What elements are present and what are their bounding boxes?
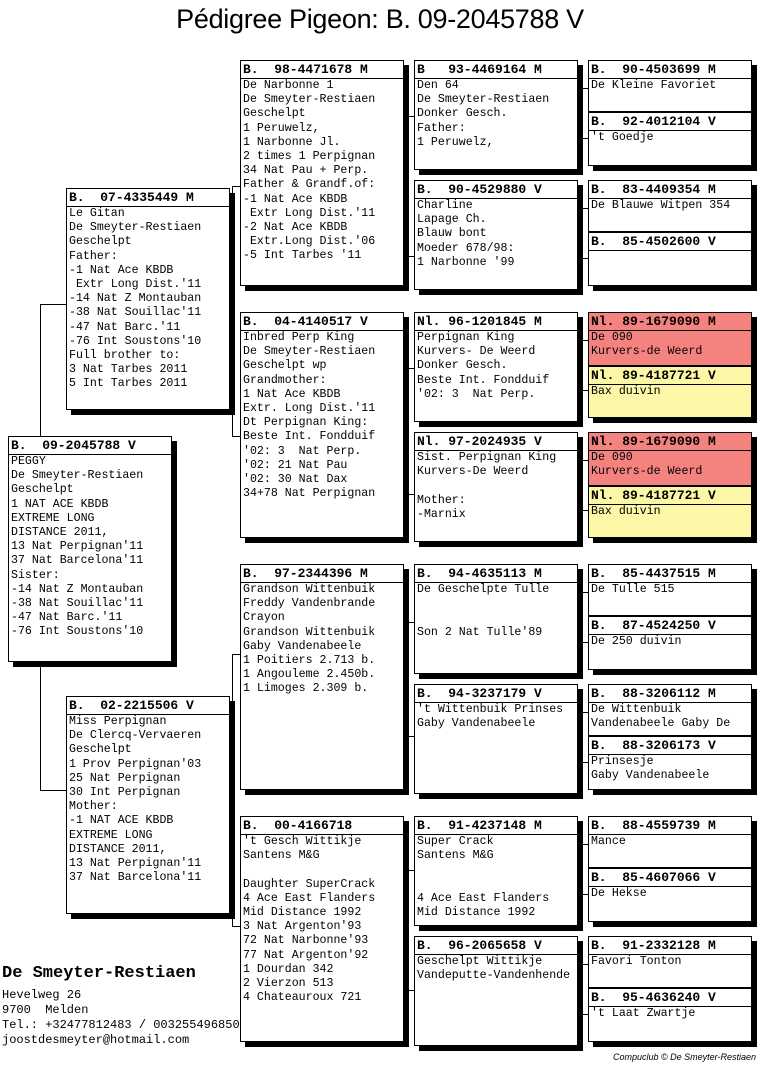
grandmother-maternal-card	[240, 816, 404, 1042]
ancestor-card-highlighted	[588, 312, 752, 366]
connector-line	[407, 870, 408, 990]
ring-number: B. 88-3206173 V	[589, 737, 751, 755]
ring-number: B. 97-2344396 M	[241, 565, 403, 583]
pigeon-details: Super Crack Santens M&G 4 Ace East Flanders Mid Distance 1992	[417, 835, 550, 920]
pigeon-details: 't Wittenbuik Prinses Gaby Vandenabeele	[417, 703, 564, 731]
ring-number: Nl. 89-4187721 V	[589, 487, 751, 505]
pigeon-details: De Tulle 515	[591, 583, 675, 596]
pigeon-details: Favori Tonton	[591, 955, 682, 968]
software-credit: Compuclub © De Smeyter-Restiaen	[612, 1052, 756, 1062]
grandmother-paternal-card	[240, 312, 404, 538]
ring-number: B. 90-4529880 V	[415, 181, 577, 199]
ring-number: B. 04-4140517 V	[241, 313, 403, 331]
ring-number: B. 00-4166718	[241, 817, 403, 835]
breeder-street: Hevelweg 26	[2, 988, 82, 1002]
ring-number: B. 91-4237148 M	[415, 817, 577, 835]
ring-number: B. 91-2332128 M	[589, 937, 751, 955]
ring-number: B. 90-4503699 M	[589, 61, 751, 79]
pigeon-details: Sist. Perpignan King Kurvers-De Weerd Mother: -Marnix	[417, 451, 557, 521]
ancestor-card	[414, 684, 578, 794]
breeder-name: De Smeyter-Restiaen	[2, 964, 196, 983]
connector-line	[407, 990, 414, 991]
ring-number: B. 88-4559739 M	[589, 817, 751, 835]
connector-line	[407, 116, 414, 117]
ancestor-card-highlighted	[588, 366, 752, 418]
ancestor-card	[588, 60, 752, 112]
mother-card	[66, 696, 230, 914]
pigeon-details: PEGGY De Smeyter-Restiaen Geschelpt 1 NAT ACE KBDB EXTREME LONG DISTANCE 2011, 13 Nat Perpignan'11 37 Nat Barcelona'11 Sister: -14 Nat Z Montauban -38 Nat Souillac'11 -47 Nat Barc.'11 -76 Int Soustons'10	[11, 455, 144, 639]
pigeon-details: De Blauwe Witpen 354	[591, 199, 731, 212]
ancestor-card	[588, 684, 752, 736]
breeder-city: 9700 Melden	[2, 1003, 89, 1017]
page-title: Pédigree Pigeon: B. 09-2045788 V	[176, 4, 584, 34]
connector-line	[232, 186, 233, 436]
grandfather-paternal-card	[240, 60, 404, 286]
ancestor-card-highlighted	[588, 486, 752, 538]
ancestor-card	[414, 936, 578, 1046]
pigeon-details: De 090 Kurvers-de Weerd	[591, 451, 703, 479]
connector-line	[232, 436, 240, 437]
connector-line	[40, 304, 41, 437]
ancestor-card	[588, 988, 752, 1042]
pigeon-details: Miss Perpignan De Clercq-Vervaeren Geschelpt 1 Prov Perpignan'03 25 Nat Perpignan 30 Int Perpignan Mother: -1 NAT ACE KBDB EXTREME LONG DISTANCE 2011, 13 Nat Perpignan'11 37 Nat Barcelona'11	[69, 715, 202, 885]
ancestor-card-highlighted	[588, 432, 752, 486]
ancestor-card	[414, 60, 578, 170]
connector-line	[407, 622, 408, 736]
ring-number: Nl. 96-1201845 M	[415, 313, 577, 331]
ring-number: B 93-4469164 M	[415, 61, 577, 79]
connector-line	[407, 494, 414, 495]
pigeon-details: De 090 Kurvers-de Weerd	[591, 331, 703, 359]
pigeon-details: Prinsesje Gaby Vandenabeele	[591, 755, 710, 783]
pigeon-details: 't Gesch Wittikje Santens M&G Daughter SuperCrack 4 Ace East Flanders Mid Distance 1992 3 Nat Argenton'93 72 Nat Narbonne'93 77 Nat Argenton'92 1 Dourdan 342 2 Vierzon 513 4 Chateauroux 721	[243, 835, 376, 1005]
connector-line	[40, 304, 66, 305]
pigeon-details: Den 64 De Smeyter-Restiaen Donker Gesch. Father: 1 Peruwelz,	[417, 79, 550, 149]
ancestor-card	[414, 564, 578, 674]
ancestor-card	[588, 816, 752, 868]
connector-line	[582, 340, 583, 390]
ancestor-card	[414, 432, 578, 542]
ring-number: B. 88-3206112 M	[589, 685, 751, 703]
subject-pigeon-card	[8, 436, 172, 662]
connector-line	[582, 460, 583, 510]
pigeon-details: Charline Lapage Ch. Blauw bont Moeder 678/98: 1 Narbonne '99	[417, 199, 515, 269]
pigeon-details: De Wittenbuik Vandenabeele Gaby De	[591, 703, 731, 731]
ring-number: Nl. 89-4187721 V	[589, 367, 751, 385]
ring-number: B. 09-2045788 V	[9, 437, 171, 455]
ring-number: B. 96-2065658 V	[415, 937, 577, 955]
ancestor-card	[414, 180, 578, 290]
connector-line	[582, 964, 583, 1014]
connector-line	[582, 844, 583, 894]
connector-line	[407, 368, 414, 369]
pigeon-details: Le Gitan De Smeyter-Restiaen Geschelpt Father: -1 Nat Ace KBDB Extr Long Dist.'11 -14 Nat Z Montauban -38 Nat Souillac'11 -47 Nat Barc.'11 -76 Int Soustons'10 Full brother to: 3 Nat Tarbes 2011 5 Int Tarbes 2011	[69, 207, 202, 391]
ancestor-card	[588, 936, 752, 988]
connector-line	[407, 116, 408, 256]
ancestor-card	[588, 112, 752, 166]
pigeon-details: 't Laat Zwartje	[591, 1007, 696, 1020]
ancestor-card	[414, 816, 578, 926]
connector-line	[407, 736, 414, 737]
ancestor-card	[588, 180, 752, 232]
connector-line	[582, 592, 583, 642]
ancestor-card	[588, 232, 752, 286]
ancestor-card	[588, 564, 752, 616]
ancestor-card	[588, 616, 752, 670]
breeder-email[interactable]: joostdesmeyter@hotmail.com	[2, 1033, 190, 1047]
pigeon-details: Bax duivin	[591, 505, 661, 518]
ancestor-card	[414, 312, 578, 422]
pigeon-details: 't Goedje	[591, 131, 654, 144]
pigeon-details: Mance	[591, 835, 626, 848]
ring-number: B. 87-4524250 V	[589, 617, 751, 635]
connector-line	[407, 368, 408, 494]
ancestor-card	[588, 868, 752, 922]
connector-line	[40, 662, 41, 790]
connector-line	[232, 654, 240, 655]
connector-line	[407, 622, 414, 623]
ring-number: B. 85-4502600 V	[589, 233, 751, 251]
breeder-phone: Tel.: +32477812483 / 003255496850	[2, 1018, 240, 1032]
pigeon-details: De Hekse	[591, 887, 647, 900]
connector-line	[232, 926, 240, 927]
father-card	[66, 188, 230, 410]
pigeon-details: De Kleine Favoriet	[591, 79, 717, 92]
ring-number: B. 85-4437515 M	[589, 565, 751, 583]
connector-line	[582, 88, 583, 138]
pigeon-details: Geschelpt Wittikje Vandeputte-Vandenhende	[417, 955, 571, 983]
ring-number: Nl. 89-1679090 M	[589, 313, 751, 331]
pigeon-details: De 250 duivin	[591, 635, 682, 648]
pigeon-details: Bax duivin	[591, 385, 661, 398]
connector-line	[40, 790, 66, 791]
ring-number: B. 98-4471678 M	[241, 61, 403, 79]
ring-number: Nl. 97-2024935 V	[415, 433, 577, 451]
pigeon-details: Perpignan King Kurvers- De Weerd Donker Gesch. Beste Int. Fondduif '02: 3 Nat Perp.	[417, 331, 550, 401]
connector-line	[232, 186, 240, 187]
pigeon-details: Inbred Perp King De Smeyter-Restiaen Geschelpt wp Grandmother: 1 Nat Ace KBDB Extr. Long Dist.'11 Dt Perpignan King: Beste Int. Fondduif '02: 3 Nat Perp. '02: 21 Nat Pau '02: 30 Nat Dax 34+78 Nat Perpignan	[243, 331, 376, 501]
connector-line	[582, 208, 583, 258]
ring-number: B. 94-3237179 V	[415, 685, 577, 703]
pigeon-details: De Narbonne 1 De Smeyter-Restiaen Geschelpt 1 Peruwelz, 1 Narbonne Jl. 2 times 1 Perpignan 34 Nat Pau + Perp. Father & Grandf.of: -1 Nat Ace KBDB Extr Long Dist.'11 -2 Nat Ace KBDB Extr.Long Dist.'06 -5 Int Tarbes '11	[243, 79, 376, 263]
connector-line	[407, 256, 414, 257]
ring-number: B. 83-4409354 M	[589, 181, 751, 199]
ring-number: B. 07-4335449 M	[67, 189, 229, 207]
ring-number: B. 94-4635113 M	[415, 565, 577, 583]
pigeon-details: Grandson Wittenbuik Freddy Vandenbrande Crayon Grandson Wittenbuik Gaby Vandenabeele 1 Poitiers 2.713 b. 1 Angouleme 2.450b. 1 Limoges 2.309 b.	[243, 583, 376, 696]
pigeon-details: De Geschelpte Tulle Son 2 Nat Tulle'89	[417, 583, 550, 639]
ancestor-card	[588, 736, 752, 790]
ring-number: B. 02-2215506 V	[67, 697, 229, 715]
grandfather-maternal-card	[240, 564, 404, 790]
connector-line	[407, 870, 414, 871]
connector-line	[232, 654, 233, 926]
ring-number: B. 85-4607066 V	[589, 869, 751, 887]
ring-number: B. 95-4636240 V	[589, 989, 751, 1007]
ring-number: Nl. 89-1679090 M	[589, 433, 751, 451]
connector-line	[582, 712, 583, 762]
ring-number: B. 92-4012104 V	[589, 113, 751, 131]
